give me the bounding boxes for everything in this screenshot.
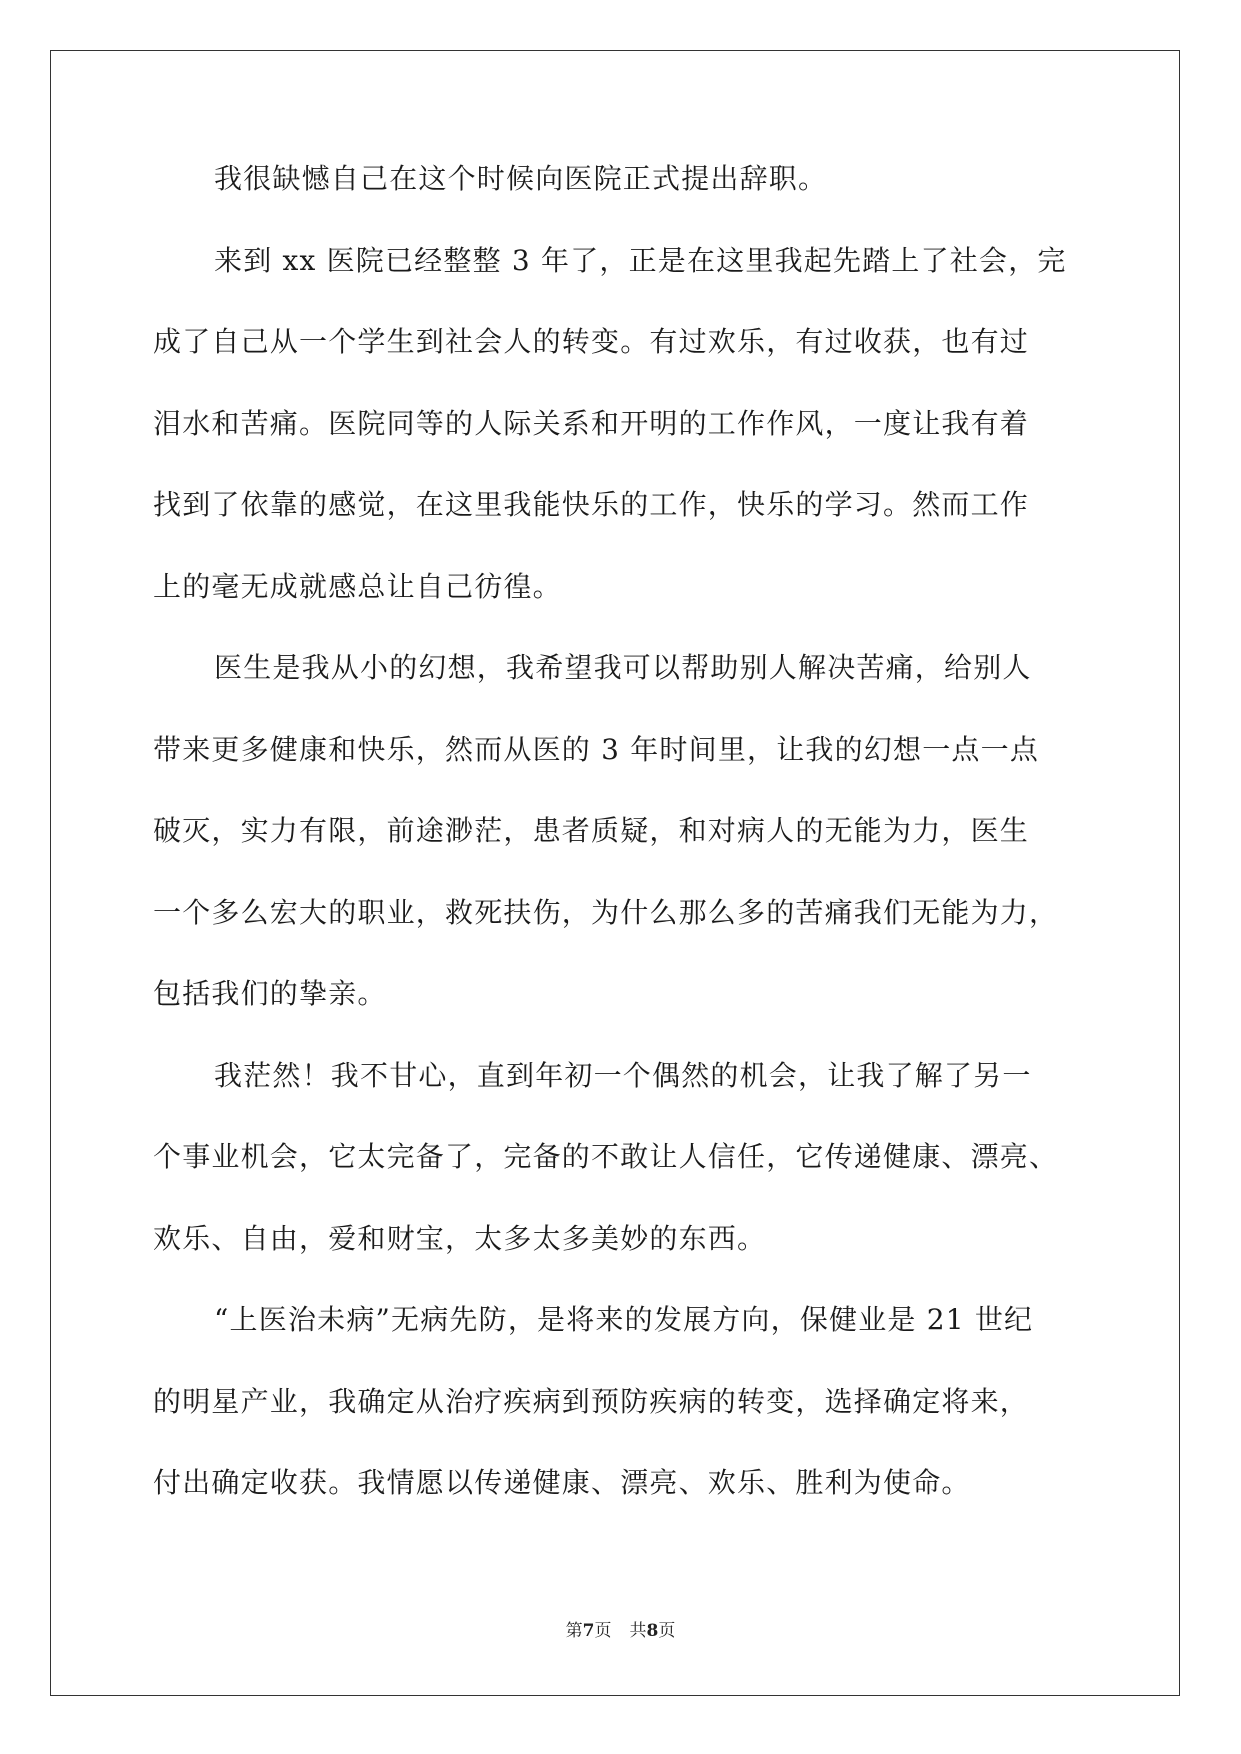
text-line: 破灭，实力有限，前途渺茫，患者质疑，和对病人的无能为力，医生 xyxy=(153,814,1030,847)
page-footer xyxy=(0,1620,1241,1642)
text-line: 我很缺憾自己在这个时候向医院正式提出辞职。 xyxy=(214,162,828,195)
text-line: 带来更多健康和快乐，然而从医的 3 年时间里，让我的幻想一点一点 xyxy=(153,732,1040,766)
page-prefix: 第 xyxy=(565,1621,583,1641)
text-line: 上的毫无成就感总让自己彷徨。 xyxy=(153,569,562,603)
text-line: “上医治未病”无病先防，是将来的发展方向，保健业是 21 世纪 xyxy=(214,1303,1034,1336)
text-line: 付出确定收获。我情愿以传递健康、漂亮、欢乐、胜利为使命。 xyxy=(153,1466,971,1499)
text-line: 成了自己从一个学生到社会人的转变。有过欢乐，有过收获，也有过 xyxy=(153,325,1030,358)
total-page-number: 8 xyxy=(646,1621,659,1641)
text-line: 欢乐、自由，爱和财宝，太多太多美妙的东西。 xyxy=(153,1221,767,1255)
text-line: 一个多么宏大的职业，救死扶伤，为什么那么多的苦痛我们无能为力， xyxy=(153,895,1059,929)
total-suffix: 页 xyxy=(658,1621,676,1641)
current-page-number: 7 xyxy=(582,1621,595,1641)
text-line: 找到了依靠的感觉，在这里我能快乐的工作，快乐的学习。然而工作 xyxy=(153,488,1030,521)
text-line: 包括我们的挚亲。 xyxy=(153,977,387,1010)
page-suffix: 页 xyxy=(594,1621,612,1641)
total-prefix: 共 xyxy=(629,1621,647,1641)
text-line: 我茫然！我不甘心，直到年初一个偶然的机会，让我了解了另一 xyxy=(214,1058,1032,1092)
text-line: 个事业机会，它太完备了，完备的不敢让人信任，它传递健康、漂亮、 xyxy=(153,1140,1059,1173)
text-line: 来到 xx 医院已经整整 3 年了，正是在这里我起先踏上了社会，完 xyxy=(214,243,1067,277)
text-line: 泪水和苦痛。医院同等的人际关系和开明的工作作风，一度让我有着 xyxy=(153,406,1030,440)
text-line: 的明星产业，我确定从治疗疾病到预防疾病的转变，选择确定将来， xyxy=(153,1384,1030,1418)
text-line: 医生是我从小的幻想，我希望我可以帮助别人解决苦痛，给别人 xyxy=(214,651,1032,684)
document-body xyxy=(153,159,1093,1545)
